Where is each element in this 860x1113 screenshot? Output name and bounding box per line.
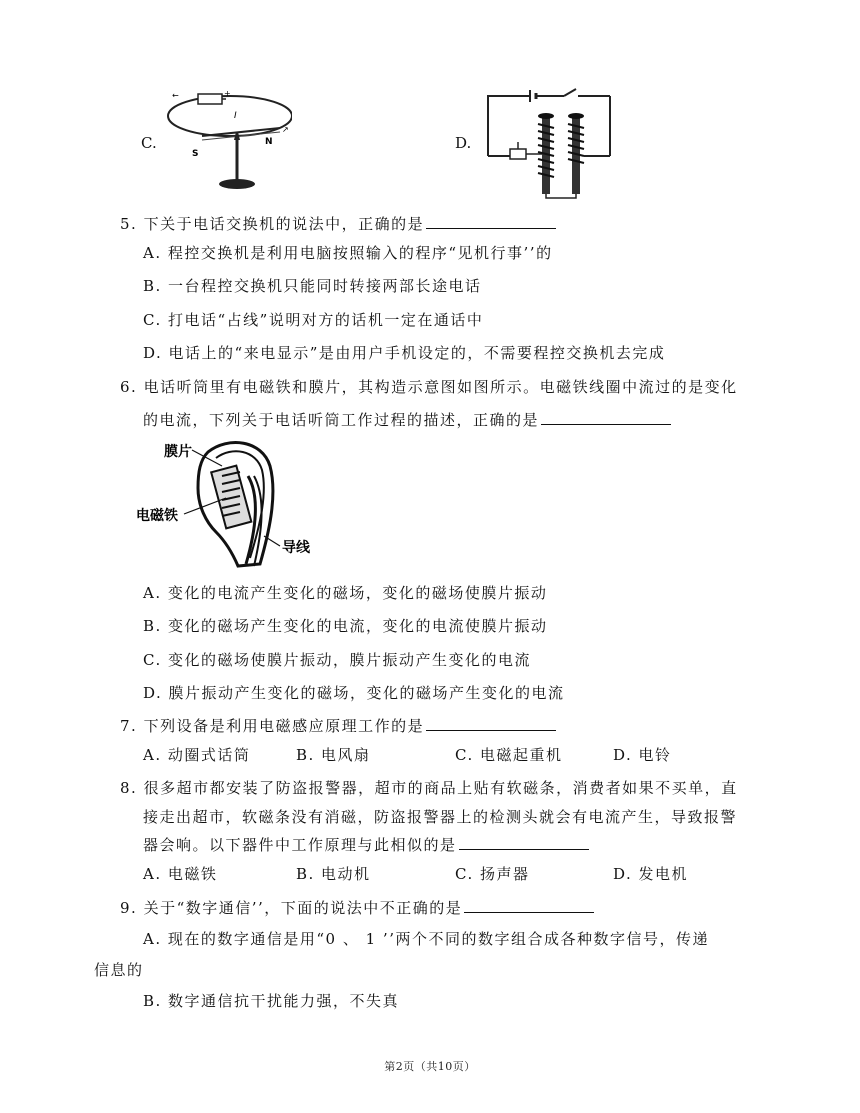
wire-label: 导线 bbox=[282, 540, 310, 556]
q9-stem: 9. 关于“数字通信’’，下面的说法中不正确的是 bbox=[120, 898, 594, 918]
q7-option-c: C. 电磁起重机 bbox=[455, 746, 563, 764]
q8-stem-line3: 器会响。以下器件中工作原理与此相似的是 bbox=[143, 835, 589, 855]
q6-option-d: D. 膜片振动产生变化的磁场，变化的磁场产生变化的电流 bbox=[143, 684, 565, 702]
svg-text:+: + bbox=[224, 89, 231, 98]
electromagnet-circuit-figure bbox=[480, 86, 620, 202]
current-label: I bbox=[234, 111, 237, 121]
q8-option-b: B. 电动机 bbox=[296, 865, 371, 883]
oersted-experiment-figure bbox=[162, 88, 292, 196]
diaphragm-label: 膜片 bbox=[164, 444, 192, 460]
q9-option-a-cont: 信息的 bbox=[94, 961, 144, 979]
q9-option-b: B. 数字通信抗干扰能力强，不失真 bbox=[143, 992, 400, 1010]
answer-blank[interactable] bbox=[426, 214, 556, 229]
q6-option-c: C. 变化的磁场使膜片振动，膜片振动产生变化的电流 bbox=[143, 651, 531, 669]
q8-option-a: A. 电磁铁 bbox=[143, 865, 218, 883]
s-pole-label: S bbox=[192, 149, 199, 159]
q5-option-d: D. 电话上的“来电显示”是由用户手机设定的，不需要程控交换机去完成 bbox=[143, 344, 666, 362]
answer-blank[interactable] bbox=[459, 835, 589, 850]
q5-option-b: B. 一台程控交换机只能同时转接两部长途电话 bbox=[143, 277, 482, 295]
figure-d-label: D. bbox=[455, 134, 472, 152]
svg-text:↗: ↗ bbox=[282, 125, 289, 134]
q6-option-a: A. 变化的电流产生变化的磁场，变化的磁场使膜片振动 bbox=[143, 584, 548, 602]
phone-receiver-figure bbox=[136, 436, 326, 570]
answer-blank[interactable] bbox=[464, 898, 594, 913]
q7-option-b: B. 电风扇 bbox=[296, 746, 371, 764]
svg-text:←: ← bbox=[172, 91, 179, 100]
q8-stem-line2: 接走出超市，软磁条没有消磁，防盗报警器上的检测头就会有电流产生，导致报警 bbox=[143, 808, 738, 826]
q6-stem-line1: 6. 电话听筒里有电磁铁和膜片，其构造示意图如图所示。电磁铁线圈中流过的是变化 bbox=[120, 378, 738, 396]
q5-stem: 5. 下关于电话交换机的说法中，正确的是 bbox=[120, 214, 556, 234]
q5-option-a: A. 程控交换机是利用电脑按照输入的程序“见机行事’’的 bbox=[143, 244, 553, 262]
n-pole-label: N bbox=[265, 137, 273, 147]
q8-option-c: C. 扬声器 bbox=[455, 865, 530, 883]
q5-option-c: C. 打电话“占线”说明对方的话机一定在通话中 bbox=[143, 311, 484, 329]
q8-option-d: D. 发电机 bbox=[613, 865, 689, 883]
answer-blank[interactable] bbox=[426, 716, 556, 731]
answer-blank[interactable] bbox=[541, 410, 671, 425]
q8-stem-line1: 8. 很多超市都安装了防盗报警器，超市的商品上贴有软磁条，消费者如果不买单，直 bbox=[120, 779, 738, 797]
q9-option-a: A. 现在的数字通信是用“0 、 1 ’’两个不同的数字组合成各种数字信号，传递 bbox=[143, 930, 709, 948]
q6-option-b: B. 变化的磁场产生变化的电流，变化的电流使膜片振动 bbox=[143, 617, 548, 635]
q6-stem-line2: 的电流，下列关于电话听筒工作过程的描述，正确的是 bbox=[143, 410, 671, 430]
page-number-footer: 第2页（共10页） bbox=[384, 1060, 476, 1073]
q7-option-a: A. 动圈式话筒 bbox=[143, 746, 251, 764]
q7-option-d: D. 电铃 bbox=[613, 746, 672, 764]
electromagnet-label: 电磁铁 bbox=[136, 508, 178, 524]
q7-stem: 7. 下列设备是利用电磁感应原理工作的是 bbox=[120, 716, 556, 736]
figure-c-label: C. bbox=[141, 134, 157, 152]
